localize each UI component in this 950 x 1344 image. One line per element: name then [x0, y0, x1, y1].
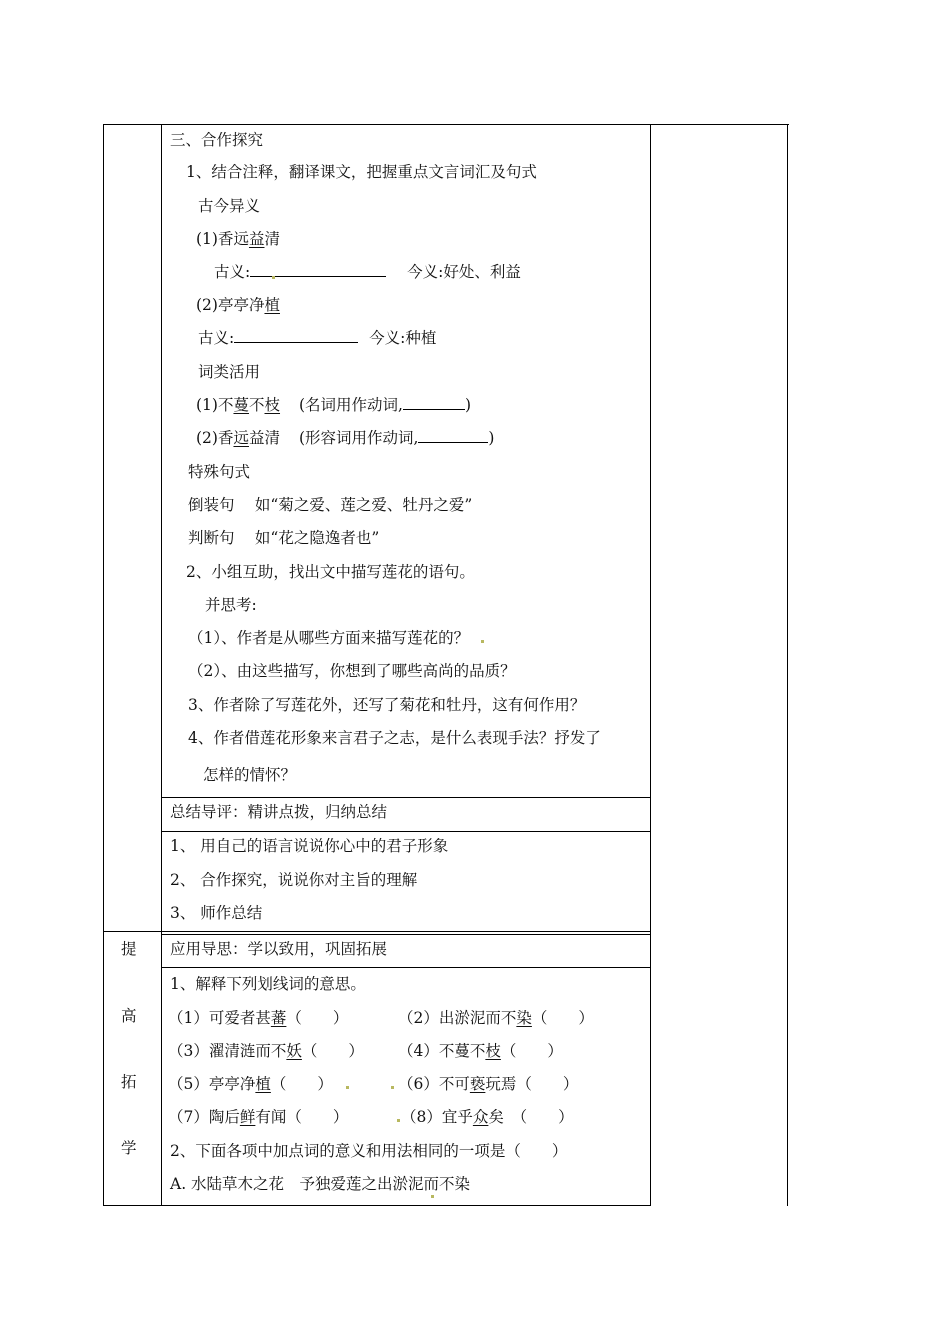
panduan-line: 判断句 如“花之隐逸者也” [188, 529, 380, 547]
answer-blank[interactable] [234, 328, 358, 343]
side-label-char: 提 [121, 940, 137, 958]
underlined-word: 益 [248, 230, 265, 248]
exercise-item-3: （3）濯清涟而不妖（ ） [168, 1042, 364, 1060]
stray-dot [272, 276, 275, 279]
stray-dot [346, 1086, 349, 1089]
apply-header-bottom [161, 967, 651, 968]
summary-item-2: 2、 合作探究，说说你对主旨的理解 [170, 871, 418, 889]
question-4b: 怎样的情怀？ [203, 766, 297, 784]
summary-header-bottom [161, 831, 651, 832]
side-label-char: 学 [121, 1139, 137, 1157]
exercise-item-5: （5）亭亭净植（ ） [168, 1075, 333, 1093]
option-a: A. 水陆草木之花 予独爱莲之出淤泥而不染 [170, 1175, 471, 1193]
exercise-item-4: （4）不蔓不枝（ ） [398, 1042, 563, 1060]
apply-header-top [161, 934, 651, 935]
daozhuang-line: 倒装句 如“菊之爱、莲之爱、牡丹之爱” [188, 496, 473, 514]
summary-item-3: 3、 师作总结 [170, 904, 263, 922]
side-label-char: 拓 [121, 1073, 137, 1091]
huoyong-item-1: (1)不蔓不枝 (名词用作动词, ) [196, 396, 471, 414]
table-bottom-border [103, 1205, 651, 1206]
summary-header: 总结导评：精讲点拨，归纳总结 [170, 803, 388, 821]
stray-dot [431, 1195, 434, 1198]
gujin-item-2-meanings: 古义: 今义:种植 [198, 329, 437, 347]
apply-row-top [103, 931, 651, 932]
cilei-label: 词类活用 [198, 363, 261, 381]
stray-dot [481, 640, 484, 643]
gujin-label: 古今异义 [198, 197, 261, 215]
answer-blank[interactable] [418, 428, 488, 443]
question-3: 3、作者除了写莲花外，还写了菊花和牡丹，这有何作用？ [188, 696, 586, 714]
table-left-border [103, 124, 104, 1206]
question-2: 2、小组互助，找出文中描写莲花的语句。 [186, 563, 475, 581]
exercise-item-6: （6）不可亵玩焉（ ） [398, 1075, 579, 1093]
apply-question-1: 1、解释下列划线词的意思。 [170, 975, 366, 993]
stray-dot [391, 1086, 394, 1089]
side-label-char: 高 [121, 1007, 137, 1025]
underlined-word: 植 [264, 296, 280, 314]
question-4a: 4、作者借莲花形象来言君子之志，是什么表现手法？抒发了 [188, 729, 601, 747]
summary-item-1: 1、 用自己的语言说说你心中的君子形象 [170, 837, 449, 855]
column-divider-1 [161, 124, 162, 1206]
huoyong-item-2: (2)香远益清 (形容词用作动词, ) [196, 429, 495, 447]
exercise-item-8: （8）宜乎众矣 （ ） [401, 1108, 574, 1126]
exercise-item-2: （2）出淤泥而不染（ ） [398, 1009, 594, 1027]
section-heading: 三、合作探究 [170, 131, 264, 149]
question-1: 1、结合注释，翻译课文，把握重点文言词汇及句式 [186, 163, 537, 181]
gujin-item-2: (2)亭亭净植 [196, 296, 280, 314]
table-top-border [103, 124, 789, 125]
exercise-item-7: （7）陶后鲜有闻（ ） [168, 1108, 349, 1126]
answer-blank[interactable] [250, 262, 386, 277]
summary-header-top [161, 797, 651, 798]
table-right-border [787, 124, 788, 1206]
gujin-item-1: (1)香远益清 [196, 230, 280, 248]
gujin-item-1-meanings: 古义: 今义:好处、利益 [214, 263, 521, 281]
sub-question-1: （1）、作者是从哪些方面来描写莲花的？ [188, 629, 470, 647]
apply-header: 应用导思：学以致用，巩固拓展 [170, 940, 388, 958]
apply-question-2: 2、下面各项中加点词的意义和用法相同的一项是（ ） [170, 1142, 568, 1160]
stray-dot [397, 1119, 400, 1122]
sikao-label: 并思考: [205, 596, 257, 614]
answer-blank[interactable] [403, 395, 465, 410]
teshu-label: 特殊句式 [188, 463, 251, 481]
column-divider-2 [650, 124, 651, 1206]
sub-question-2: （2）、由这些描写，你想到了哪些高尚的品质？ [188, 662, 516, 680]
exercise-item-1: （1）可爱者甚蕃（ ） [168, 1009, 349, 1027]
